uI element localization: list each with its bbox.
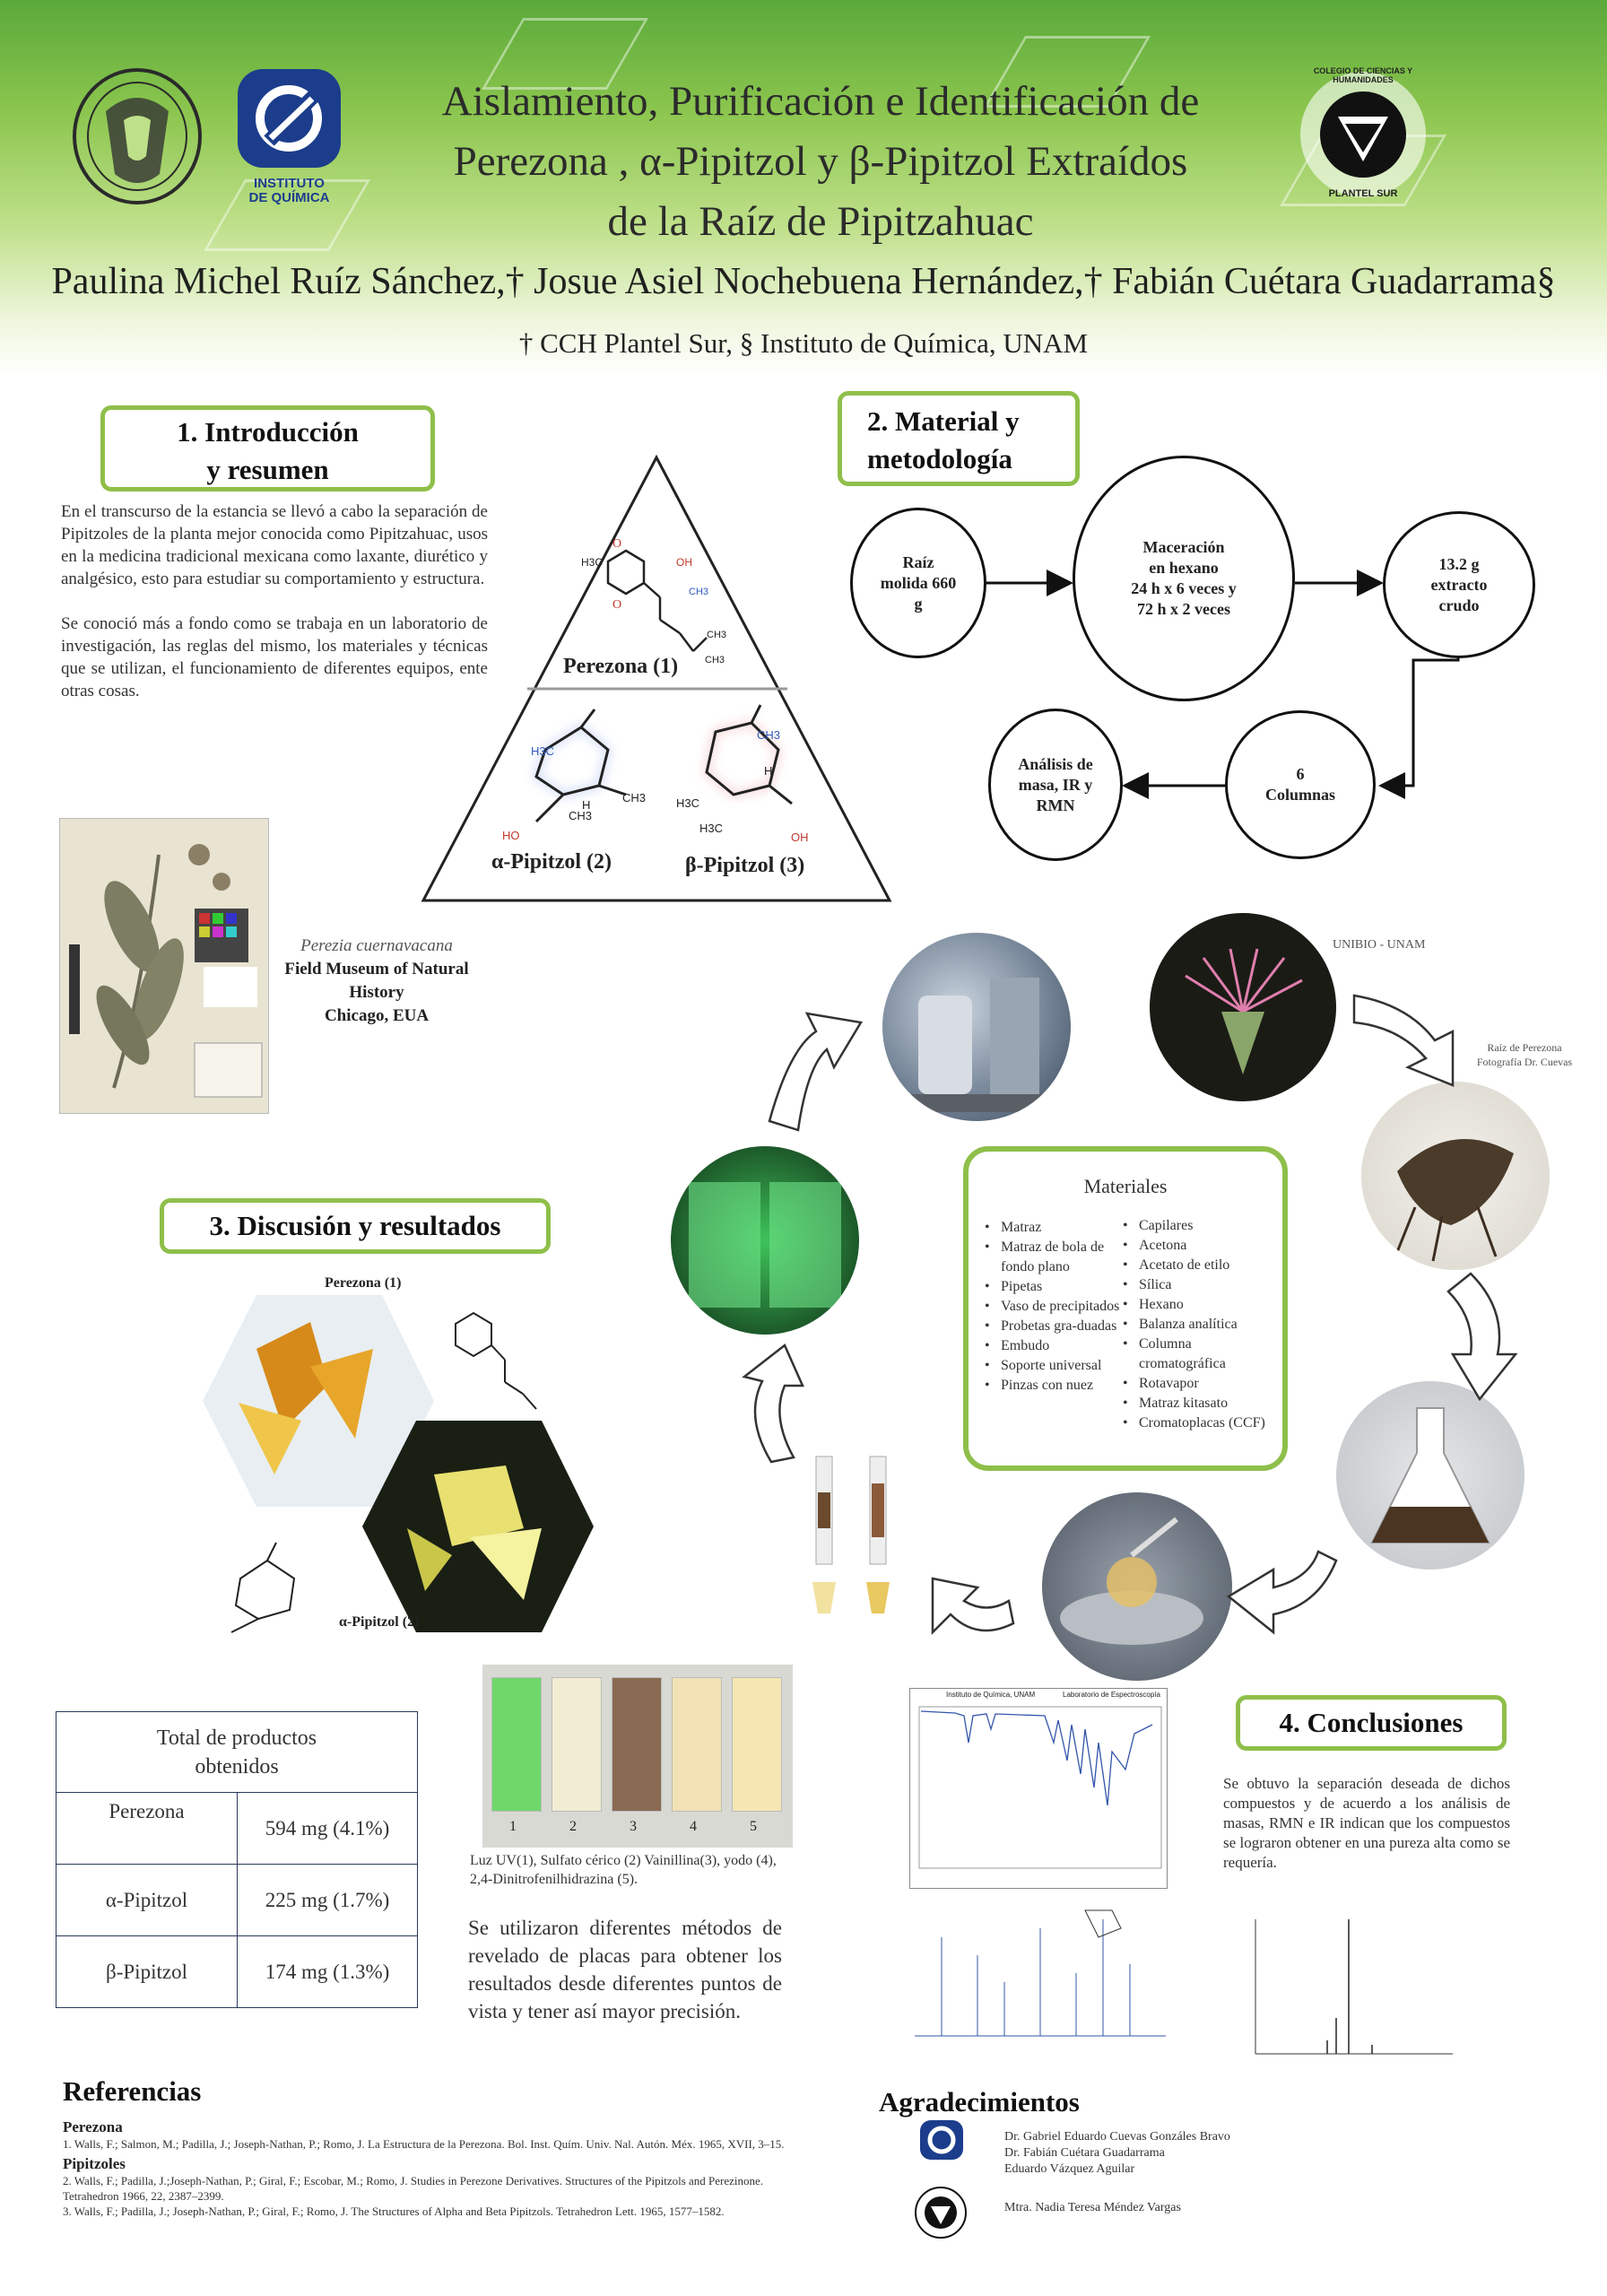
references-list: [63, 2118, 789, 2219]
ir-header: Laboratorio de Espectroscopía: [1063, 1691, 1160, 1699]
acknowledgements-heading: Agradecimientos: [879, 2086, 1080, 2118]
herbarium-specimen-image: [59, 818, 269, 1114]
flow-step-raiz: [850, 508, 986, 658]
ir-spectrum: [909, 1688, 1168, 1889]
caption-line: History: [349, 983, 404, 1002]
flow-step-columnas: [1225, 710, 1376, 859]
chem-label: CH3: [569, 809, 593, 822]
pipitzol-crystal-photo: [362, 1421, 594, 1632]
chem-label: H3C: [581, 556, 604, 569]
raiz-caption: Raíz de Perezona Fotografía Dr. Cuevas: [1476, 1041, 1573, 1068]
reference-item: 1. Walls, F.; Salmon, M.; Padilla, J.; Joseph-Nathan, P.; Romo, J. La Estructura de la Perezona. Bol. Inst. Quím. Univ. Nal. Autón. Méx. 1965, XVII, 3–15.: [63, 2137, 785, 2151]
alpha-pipitzol-structure: [213, 1534, 339, 1641]
reference-item: 2. Walls, F.; Padilla, J.;Joseph-Nathan, P.; Giral, F.; Escobar, M.; Romo, J. Studies in Perezone Derivatives. Structures of the Pipitzols and Perezinone. Tetrahedron 1966, 22, 2387–2399.: [63, 2174, 764, 2203]
discussion-heading: 3. Discusión y resultados: [160, 1198, 551, 1254]
chem-label: CH3: [622, 791, 647, 804]
material-item: • Balanza analítica: [1123, 1315, 1271, 1335]
flow-step-text: Raíz molida 660 g: [880, 552, 957, 613]
chem-label: HO: [502, 829, 520, 842]
totals-row-name: Perezona: [56, 1793, 238, 1865]
tlc-plate-number: 1: [509, 1819, 517, 1834]
flow-step-text: 24 h x 6 veces y: [1131, 579, 1237, 597]
perezona-label: Perezona (1): [563, 655, 679, 678]
unam-logo: [70, 66, 204, 206]
material-item: • Cromatoplacas (CCF): [1123, 1413, 1271, 1433]
ir-header: Instituto de Química, UNAM: [946, 1691, 1036, 1699]
materials-title: Materiales: [1083, 1175, 1168, 1197]
reference-subheading: Pipitzoles: [63, 2155, 126, 2172]
totals-row-name: β-Pipitzol: [56, 1936, 238, 2008]
flower-photo: [1150, 913, 1336, 1101]
alpha-pipitzol-label: α-Pipitzol (2): [491, 850, 612, 874]
intro-heading: 1. Introducción y resumen: [100, 405, 435, 491]
tlc-plate-number: 5: [750, 1819, 757, 1834]
tlc-plate-number: 4: [690, 1819, 697, 1834]
caption-line: Chicago, EUA: [324, 1006, 430, 1025]
intro-paragraph: En el transcurso de la estancia se llevó a cabo la separación de Pipitzoles de la planta mejor conocida como Pipitzahuac, usos en la medicina tradicional mexicana como laxante, diurético y analgésico, esto para estudiar su comportamiento y estructura.: [61, 502, 488, 588]
beta-pipitzol-label: β-Pipitzol (3): [685, 854, 805, 877]
totals-row-value: 174 mg (1.3%): [238, 1936, 418, 2008]
chem-label: H3C: [676, 796, 700, 810]
species-name: Perezia cuernavacana: [300, 936, 453, 955]
material-item: • Probetas gra-duadas: [985, 1317, 1128, 1336]
flow-step-text: 72 h x 2 veces: [1137, 600, 1230, 618]
material-item: • Vaso de precipitados: [985, 1297, 1128, 1317]
perezona-structure: [420, 1297, 554, 1417]
poster-title: [359, 72, 1282, 252]
conclusions-text: Se obtuvo la separación deseada de dichos compuestos y de acuerdo a los análisis de masas, RMN e IR indican que los compuestos se lograron obtener en una pureza alta como se requería.: [1223, 1775, 1510, 1871]
instituto-quimica-logo: [233, 65, 345, 208]
svg-text:O: O: [612, 598, 622, 612]
plates-caption: Luz UV(1), Sulfato cérico (2) Vainillina(3), yodo (4), 2,4-Dinitrofenilhidrazina (5).: [470, 1853, 777, 1887]
material-item: • Soporte universal: [985, 1356, 1128, 1376]
materials-list-1: [985, 1218, 1128, 1396]
title-line: de la Raíz de Pipitzahuac: [607, 198, 1034, 245]
authors: Paulina Michel Ruíz Sánchez,† Josue Asiel Nochebuena Hernández,† Fabián Cuétara Guadarrama§: [51, 261, 1556, 302]
flow-step-extracto: [1383, 511, 1535, 658]
reference-item: 3. Walls, F.; Padilla, J.; Joseph-Nathan, P.; Giral, F.; Romo, J. The Structures of Alpha and Beta Pipitzols. Tetrahedron Lett. 1965, 1577–1582.: [63, 2205, 725, 2218]
methods-heading: 2. Material y metodología: [838, 391, 1080, 486]
lab-equipment-photo: [882, 933, 1071, 1121]
totals-row-name: α-Pipitzol: [56, 1865, 238, 1936]
tlc-plates-photo: [482, 1665, 793, 1848]
chem-label: H3C: [699, 822, 724, 835]
material-item: • Matraz de bola de fondo plano: [985, 1238, 1128, 1277]
material-item: • Embudo: [985, 1336, 1128, 1356]
chem-label: CH3: [707, 630, 727, 640]
totals-row-value: 594 mg (4.1%): [238, 1793, 418, 1865]
perezona-label: Perezona (1): [325, 1275, 402, 1291]
plates-text: Se utilizaron diferentes métodos de revelado de placas para obtener los resultados desde diferentes puntos de vista y tener así mayor precisión.: [468, 1917, 782, 2022]
tlc-plate: [612, 1677, 662, 1812]
columns-photo: [795, 1448, 915, 1618]
tlc-plate: [672, 1677, 722, 1812]
flow-step-text: 6: [1296, 765, 1305, 783]
title-line: Perezona , α-Pipitzol y β-Pipitzol Extraídos: [453, 138, 1188, 185]
reference-subheading: Perezona: [63, 2118, 123, 2135]
material-item: • Pipetas: [985, 1277, 1128, 1297]
totals-table: [56, 1711, 418, 2008]
iq-logo-text: INSTITUTO DE QUÍMICA: [248, 176, 330, 205]
mass-spectrum: [1247, 1901, 1458, 2063]
chem-label: CH3: [757, 728, 781, 742]
cch-logo-text: COLEGIO DE CIENCIAS Y HUMANIDADES: [1313, 66, 1413, 84]
acknowledgements-names: Dr. Gabriel Eduardo Cuevas Gonzáles Bravo Dr. Fabián Cuétara Guadarrama Eduardo Vázquez Aguilar: [1004, 2130, 1230, 2176]
acknowledgements-name: Mtra. Nadia Teresa Méndez Vargas: [1004, 2201, 1181, 2214]
flow-step-text: en hexano: [1149, 559, 1219, 577]
material-item: • Matraz kitasato: [1123, 1394, 1271, 1413]
material-item: • Pinzas con nuez: [985, 1376, 1128, 1396]
unibio-caption: UNIBIO - UNAM: [1333, 938, 1426, 952]
flow-step-text: Análisis de masa, IR y RMN: [1018, 754, 1093, 814]
flow-step-text: Maceración: [1142, 538, 1225, 556]
root-photo: [1361, 1082, 1550, 1270]
alpha-pipitzol-label: α-Pipitzol (2): [339, 1614, 420, 1630]
materials-box: [963, 1146, 1288, 1471]
caption-line: Field Museum of Natural: [284, 960, 469, 978]
chem-label: H3C: [531, 744, 555, 758]
tlc-plate-number: 3: [630, 1819, 637, 1834]
material-item: • Columna cromatográfica: [1123, 1335, 1271, 1374]
material-item: • Acetona: [1123, 1236, 1271, 1256]
totals-row-value: 225 mg (1.7%): [238, 1865, 418, 1936]
compounds-pyramid: [420, 454, 893, 904]
material-item: • Sílica: [1123, 1275, 1271, 1295]
iq-small-logo: [915, 2118, 969, 2169]
chem-label: OH: [676, 556, 692, 569]
uv-plates-photo: [671, 1146, 859, 1335]
materials-list-2: [1123, 1216, 1271, 1433]
material-item: • Capilares: [1123, 1216, 1271, 1236]
flow-step-analisis: [988, 709, 1123, 861]
totals-title: Total de productos obtenidos: [56, 1712, 418, 1793]
svg-text:O: O: [612, 537, 622, 551]
chem-label: H: [582, 798, 591, 812]
title-line: Aislamiento, Purificación e Identificación de: [441, 78, 1200, 125]
tlc-plate: [732, 1677, 782, 1812]
specimen-caption: [269, 935, 484, 1028]
tlc-plate: [491, 1677, 542, 1812]
chem-label: CH3: [705, 655, 725, 665]
affiliation: † CCH Plantel Sur, § Instituto de Química, UNAM: [518, 327, 1089, 359]
cch-logo-text: PLANTEL SUR: [1328, 188, 1398, 199]
flask-photo: [1336, 1381, 1524, 1570]
chem-label: OH: [791, 831, 809, 844]
material-item: • Acetato de etilo: [1123, 1256, 1271, 1275]
nmr-spectrum: [906, 1901, 1175, 2063]
cch-small-logo: [913, 2185, 969, 2240]
conclusions-heading: 4. Conclusiones: [1236, 1695, 1507, 1751]
rotavapor-photo: [1042, 1492, 1232, 1681]
chem-label: H: [764, 764, 773, 778]
flow-step-maceracion: [1073, 456, 1295, 701]
flow-step-text: Columnas: [1264, 786, 1336, 804]
chem-label: CH3: [689, 587, 709, 597]
material-item: • Hexano: [1123, 1295, 1271, 1315]
material-item: • Matraz: [985, 1218, 1128, 1238]
intro-paragraph: Se conoció más a fondo como se trabaja en un laboratorio de investigación, las reglas del mismo, los materiales y técnicas que se utilizan, el funcionamiento de diferentes equipos, ente otras cosas.: [61, 614, 488, 700]
flow-step-text: 13.2 g extracto crudo: [1430, 554, 1488, 614]
references-heading: Referencias: [63, 2075, 202, 2107]
cch-logo: [1291, 63, 1435, 206]
material-item: • Rotavapor: [1123, 1374, 1271, 1394]
tlc-plate: [552, 1677, 602, 1812]
tlc-plate-number: 2: [569, 1819, 577, 1834]
